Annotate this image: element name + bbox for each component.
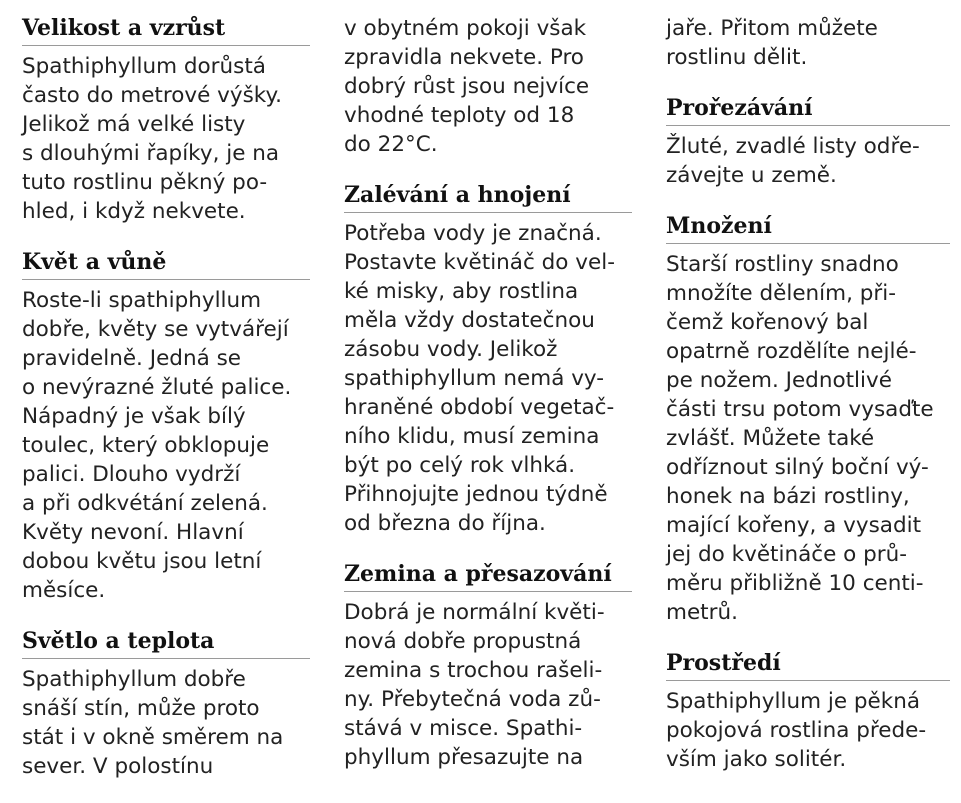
section-body <box>666 14 950 72</box>
section-continued-soil <box>666 14 950 72</box>
section-body <box>344 14 632 159</box>
text-line: Spathiphyllum dorůstá <box>22 54 266 79</box>
text-line: spathiphyllum nemá vy- <box>344 366 605 391</box>
section-environment <box>666 649 950 774</box>
text-line: mající kořeny, a vysadit <box>666 513 922 538</box>
text-line: části trsu potom vysaďte <box>666 397 934 422</box>
text-line: odříznout silný boční vý- <box>666 455 929 480</box>
section-flower-scent <box>22 248 310 605</box>
section-body <box>22 286 310 605</box>
text-line: a při odkvétání zelená. <box>22 491 268 516</box>
text-line: s dlouhými řapíky, je na <box>22 141 280 166</box>
text-line: zpravidla nekvete. Pro <box>344 45 584 70</box>
text-line: nová dobře propustná <box>344 629 582 654</box>
text-line: dobrý růst jsou nejvíce <box>344 74 590 99</box>
text-line: Žluté, zvadlé listy odře- <box>666 134 920 159</box>
text-line: Přihnojujte jednou týdně <box>344 482 608 507</box>
column-2 <box>344 14 632 794</box>
section-heading: Prořezávání <box>666 94 950 126</box>
text-line: Postavte květináč do vel- <box>344 250 615 275</box>
section-heading: Světlo a teplota <box>22 627 310 659</box>
section-body <box>666 132 950 190</box>
text-line: ké misky, aby rostlina <box>344 279 579 304</box>
section-soil-repotting <box>344 560 632 772</box>
section-body <box>344 219 632 538</box>
section-body <box>22 52 310 226</box>
section-body <box>344 598 632 772</box>
text-line: pokojová rostlina přede- <box>666 718 927 743</box>
text-line: Květy nevoní. Hlavní <box>22 520 244 545</box>
section-body <box>666 250 950 627</box>
text-line: Nápadný je však bílý <box>22 404 246 429</box>
text-line: Jelikož má velké listy <box>22 112 246 137</box>
section-watering-fertilizing <box>344 181 632 538</box>
text-line: zásobu vody. Jelikož <box>344 337 558 362</box>
text-line: do 22°C. <box>344 132 438 157</box>
text-line: snáší stín, může proto <box>22 696 260 721</box>
column-1 <box>22 14 310 803</box>
text-line: vším jako solitér. <box>666 747 847 772</box>
text-line: měru přibližně 10 centi- <box>666 571 924 596</box>
text-line: pravidelně. Jedná se <box>22 346 242 371</box>
text-line: Spathiphyllum dobře <box>22 667 246 692</box>
section-pruning <box>666 94 950 190</box>
text-line: v obytném pokoji však <box>344 16 587 41</box>
section-body <box>666 687 950 774</box>
text-line: od března do října. <box>344 511 546 536</box>
text-line: závejte u země. <box>666 163 837 188</box>
text-line: zemina s trochou rašeli- <box>344 658 603 683</box>
text-line: opatrně rozdělíte nejlé- <box>666 339 917 364</box>
text-line: toulec, který obklopuje <box>22 433 270 458</box>
text-line: stát i v okně směrem na <box>22 725 284 750</box>
text-line: Roste-li spathiphyllum <box>22 288 262 313</box>
text-line: jaře. Přitom můžete <box>666 16 878 41</box>
text-line: honek na bázi rostliny, <box>666 484 910 509</box>
text-line: čemž kořenový bal <box>666 310 869 335</box>
text-line: phyllum přesazujte na <box>344 745 584 770</box>
text-line: ního klidu, musí zemina <box>344 424 600 449</box>
section-light-temperature <box>22 627 310 781</box>
section-heading: Květ a vůně <box>22 248 310 280</box>
text-line: tuto rostlinu pěkný po- <box>22 170 268 195</box>
text-line: hraněné období vegetač- <box>344 395 615 420</box>
text-line: dobře, květy se vytvářejí <box>22 317 289 342</box>
text-line: Dobrá je normální květi- <box>344 600 605 625</box>
text-line: být po celý rok vlhká. <box>344 453 576 478</box>
section-continued-light <box>344 14 632 159</box>
section-heading: Množení <box>666 212 950 244</box>
column-3 <box>666 14 950 796</box>
section-body <box>22 665 310 781</box>
text-line: ny. Přebytečná voda zů- <box>344 687 601 712</box>
text-line: hled, i když nekvete. <box>22 199 246 224</box>
text-line: zvlášť. Můžete také <box>666 426 875 451</box>
text-line: množíte dělením, při- <box>666 281 896 306</box>
text-line: měsíce. <box>22 578 106 603</box>
text-line: o nevýrazné žluté palice. <box>22 375 292 400</box>
text-line: stává v misce. Spathi- <box>344 716 583 741</box>
text-line: rostlinu dělit. <box>666 45 808 70</box>
text-line: jej do květináče o prů- <box>666 542 907 567</box>
text-line: dobou květu jsou letní <box>22 549 262 574</box>
text-line: pe nožem. Jednotlivé <box>666 368 892 393</box>
text-line: metrů. <box>666 600 738 625</box>
section-size-growth <box>22 14 310 226</box>
text-line: měla vždy dostatečnou <box>344 308 595 333</box>
section-propagation <box>666 212 950 627</box>
text-line: vhodné teploty od 18 <box>344 103 575 128</box>
text-line: sever. V polostínu <box>22 754 214 779</box>
section-heading: Velikost a vzrůst <box>22 14 310 46</box>
text-line: Starší rostliny snadno <box>666 252 899 277</box>
text-line: Spathiphyllum je pěkná <box>666 689 921 714</box>
section-heading: Zemina a přesazování <box>344 560 632 592</box>
section-heading: Zalévání a hnojení <box>344 181 632 213</box>
text-line: Potřeba vody je značná. <box>344 221 602 246</box>
text-line: často do metrové výšky. <box>22 83 282 108</box>
section-heading: Prostředí <box>666 649 950 681</box>
text-line: palici. Dlouho vydrží <box>22 462 241 487</box>
